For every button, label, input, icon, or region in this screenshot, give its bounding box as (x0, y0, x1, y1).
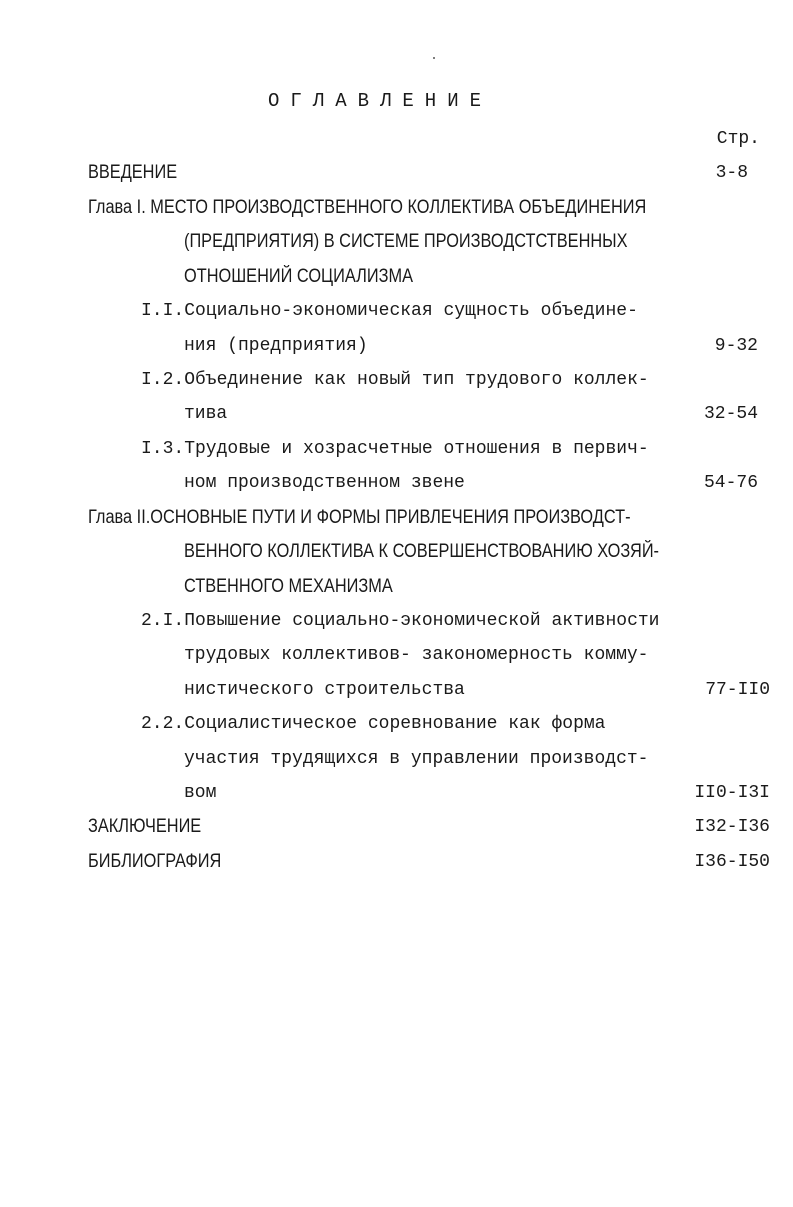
toc-page-range: I36-I50 (694, 852, 770, 872)
toc-entry-section-1-2-cont: тива (184, 404, 228, 424)
toc-entry-line: ОТНОШЕНИЙ СОЦИАЛИЗМА (184, 266, 414, 287)
toc-entry-bibliography (88, 850, 243, 875)
toc-entry-line: ЗАКЛЮЧЕНИЕ (88, 816, 202, 837)
toc-entry-section-1-3-cont: ном производственном звене (184, 473, 465, 493)
toc-entry-line: Глава II.ОСНОВНЫЕ ПУТИ И ФОРМЫ ПРИВЛЕЧЕНИЯ ПРОИЗВОДСТ- (88, 507, 631, 528)
toc-entry-chapter-1-cont (184, 265, 450, 290)
toc-entry-line: (ПРЕДПРИЯТИЯ) В СИСТЕМЕ ПРОИЗВОДСТСТВЕННЫХ (184, 231, 628, 252)
toc-entry-introduction (88, 161, 192, 186)
toc-page-range: 54-76 (703, 473, 758, 493)
toc-entry-section-2-1-cont: трудовых коллективов- закономерность комму- (184, 645, 649, 665)
page-title: ОГЛАВЛЕНИЕ (267, 90, 493, 112)
toc-entry-line: ВВЕДЕНИЕ (88, 162, 178, 183)
toc-entry-chapter-2-cont (184, 575, 427, 600)
page-column-header: Стр. (716, 129, 760, 149)
toc-page-range: 3-8 (715, 163, 748, 183)
toc-page-range: 32-54 (703, 404, 758, 424)
toc-entry-chapter-2 (88, 506, 719, 531)
toc-entry-line: ВЕННОГО КОЛЛЕКТИВА К СОВЕРШЕНСТВОВАНИЮ ХОЗЯЙ- (184, 541, 660, 562)
toc-entry-line: СТВЕННОГО МЕХАНИЗМА (184, 576, 393, 597)
toc-entry-section-1-3: I.3.Трудовые и хозрасчетные отношения в первич- (141, 439, 649, 459)
toc-entry-chapter-1 (88, 196, 737, 221)
toc-page-range: II0-I3I (694, 783, 770, 803)
toc-entry-section-2-1: 2.I.Повышение социально-экономической активности (141, 611, 660, 631)
toc-page-range: I32-I36 (694, 817, 770, 837)
toc-entry-section-2-2: 2.2.Социалистическое соревнование как форма (141, 714, 606, 734)
toc-page-range: 9-32 (714, 336, 758, 356)
toc-entry-section-1-1: I.I.Социально-экономическая сущность объедине- (141, 301, 638, 321)
toc-entry-section-1-1-cont: ния (предприятия) (184, 336, 368, 356)
toc-entry-line: БИБЛИОГРАФИЯ (88, 851, 222, 872)
toc-page-range: 77-II0 (705, 680, 770, 700)
toc-entry-section-2-1-cont: нистического строительства (184, 680, 465, 700)
toc-entry-line: Глава I. МЕСТО ПРОИЗВОДСТВЕННОГО КОЛЛЕКТИВА ОБЪЕДИНЕНИЯ (88, 197, 647, 218)
toc-entry-section-1-2: I.2.Объединение как новый тип трудового коллек- (141, 370, 649, 390)
toc-entry-section-2-2-cont: вом (184, 783, 217, 803)
toc-entry-chapter-1-cont (184, 230, 700, 255)
toc-entry-section-2-2-cont: участия трудящихся в управлении производст- (184, 749, 649, 769)
toc-entry-chapter-2-cont (184, 540, 736, 565)
scan-speck (433, 57, 435, 59)
toc-entry-conclusion (88, 815, 220, 840)
